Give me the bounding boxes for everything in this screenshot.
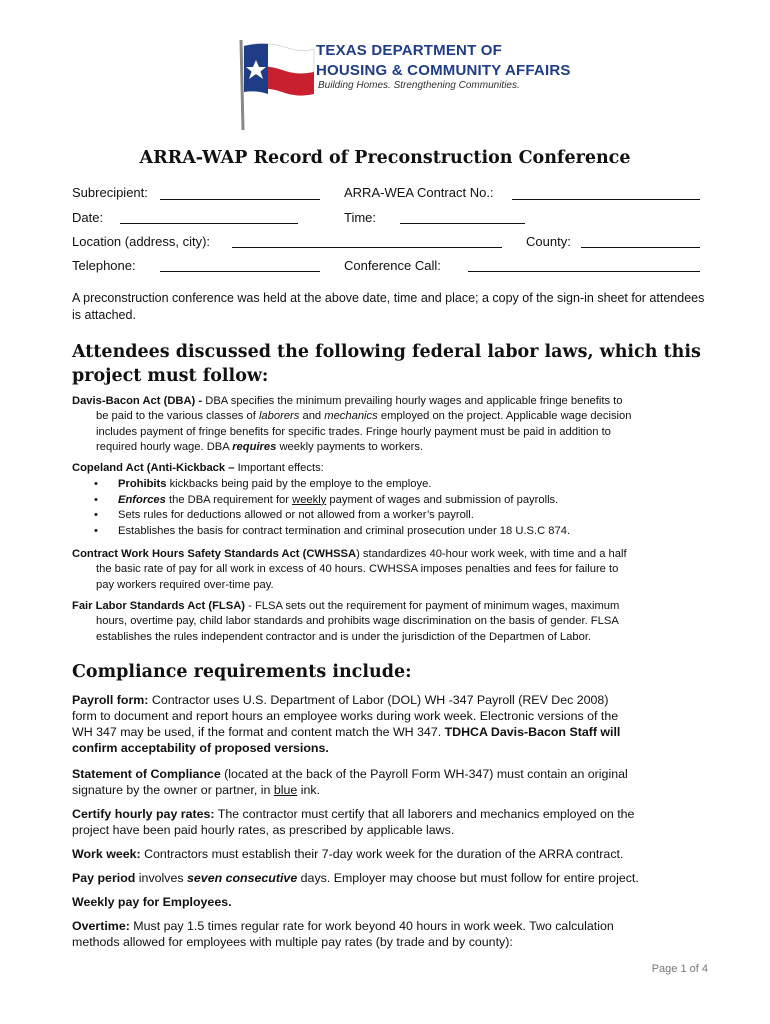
county-field[interactable] [581, 247, 700, 248]
logo-tagline: Building Homes. Strengthening Communities. [318, 80, 520, 91]
payroll-form-requirement: Payroll form: Contractor uses U.S. Department of Labor (DOL) WH -347 Payroll (REV Dec 2008) form to document and report hours an employee works during work week. Electronic versions of the WH 347 may be used, if the format and content match the WH 347. TDHCA Davis-Bacon Staff will confirm acceptability of proposed versions. [72, 693, 621, 755]
date-label: Date: [72, 210, 104, 225]
flsa-title: Fair Labor Standards Act (FLSA) [72, 600, 246, 612]
location-label: Location (address, city): [72, 234, 211, 249]
labor-laws-heading-line2: project must follow: [72, 366, 269, 386]
date-field[interactable] [120, 223, 298, 224]
dba-title: Davis-Bacon Act (DBA) - [72, 395, 206, 407]
overtime-label: Overtime: [72, 919, 130, 933]
time-label: Time: [344, 210, 377, 225]
cwhssa-act: Contract Work Hours Safety Standards Act (CWHSSA) standardizes 40-hour work week, with time and a half the basic rate of pay for all work in excess of 40 hours. CWHSSA imposes penalties and fees for failure to pay workers required over-time pay. [72, 548, 627, 591]
list-item: • Sets rules for deductions allowed or not allowed from a worker’s payroll. [92, 508, 712, 524]
copeland-effects-list [92, 477, 712, 539]
contract-no-field[interactable] [512, 199, 700, 200]
statement-label: Statement of Compliance [72, 767, 221, 781]
work-week-requirement: Work week: Contractors must establish their 7-day work week for the duration of the ARRA contract. [72, 847, 624, 861]
telephone-field[interactable] [160, 271, 320, 272]
certify-pay-rates-requirement: Certify hourly pay rates: The contractor must certify that all laborers and mechanics employed on the project have been paid hourly rates, as prescribed by applicable laws. [72, 807, 635, 837]
pay-period-requirement: Pay period involves seven consecutive days. Employer may choose but must follow for entire project. [72, 871, 639, 885]
conference-call-field[interactable] [468, 271, 700, 272]
cwhssa-title: Contract Work Hours Safety Standards Act (CWHSSA [72, 548, 357, 560]
contract-no-label: ARRA-WEA Contract No.: [344, 185, 494, 200]
labor-laws-heading [72, 340, 712, 388]
payroll-label: Payroll form: [72, 693, 149, 707]
conference-call-label: Conference Call: [344, 258, 441, 273]
logo-line-2: HOUSING & COMMUNITY AFFAIRS [316, 62, 571, 79]
statement-of-compliance-requirement: Statement of Compliance (located at the back of the Payroll Form WH-347) must contain an original signature by the owner or partner, in blue ink. [72, 767, 628, 797]
compliance-heading: Compliance requirements include: [72, 662, 412, 682]
certify-label: Certify hourly pay rates: [72, 807, 215, 821]
flsa-act: Fair Labor Standards Act (FLSA) - FLSA sets out the requirement for payment of minimum wages, maximum hours, overtime pay, child labor standards and prohibits wage discrimination on the basis of gender. FLSA establishes the rules independent contractor and is under the jurisdiction of the Departmen of Labor. [72, 600, 620, 643]
copeland-title: Copeland Act (Anti-Kickback – [72, 462, 238, 474]
subrecipient-label: Subrecipient: [72, 185, 148, 200]
list-item: • Enforces the DBA requirement for weekly payment of wages and submission of payrolls. [92, 493, 712, 509]
weekly-pay-requirement: Weekly pay for Employees. [72, 895, 232, 909]
subrecipient-field[interactable] [160, 199, 320, 200]
telephone-label: Telephone: [72, 258, 136, 273]
texas-flag-icon [236, 36, 316, 132]
location-field[interactable] [232, 247, 502, 248]
pay-period-label: Pay period [72, 871, 136, 885]
page-number: Page 1 of 4 [651, 963, 708, 975]
list-item: • Establishes the basis for contract termination and criminal prosecution under 18 U.S.C 874. [92, 524, 712, 540]
work-week-label: Work week: [72, 847, 141, 861]
overtime-requirement: Overtime: Must pay 1.5 times regular rate for work beyond 40 hours in work week. Two calculation methods allowed for employees with multiple pay rates (by trade and by county): [72, 919, 614, 949]
list-item: • Prohibits kickbacks being paid by the employe to the employe. [92, 477, 712, 493]
davis-bacon-act: Davis-Bacon Act (DBA) - DBA specifies the minimum prevailing hourly wages and applicable fringe benefits to be paid to the various classes of laborers and mechanics employed on the project. Applicable wage decision includes payment of fringe benefits for specific trades. Fringe hourly payment must be paid in addition to required hourly wage. DBA requires weekly payments to workers. [72, 395, 632, 453]
labor-laws-heading-line1: Attendees discussed the following federal labor laws, which this [72, 342, 701, 362]
intro-paragraph: A preconstruction conference was held at the above date, time and place; a copy of the sign-in sheet for attendees is attached. [72, 291, 705, 322]
county-label: County: [526, 234, 571, 249]
tdhca-logo [236, 36, 571, 132]
logo-line-1: TEXAS DEPARTMENT OF [316, 42, 503, 59]
document-title: ARRA-WAP Record of Preconstruction Conference [139, 148, 631, 168]
time-field[interactable] [400, 223, 525, 224]
copeland-act: Copeland Act (Anti-Kickback – Important effects: [72, 462, 324, 474]
